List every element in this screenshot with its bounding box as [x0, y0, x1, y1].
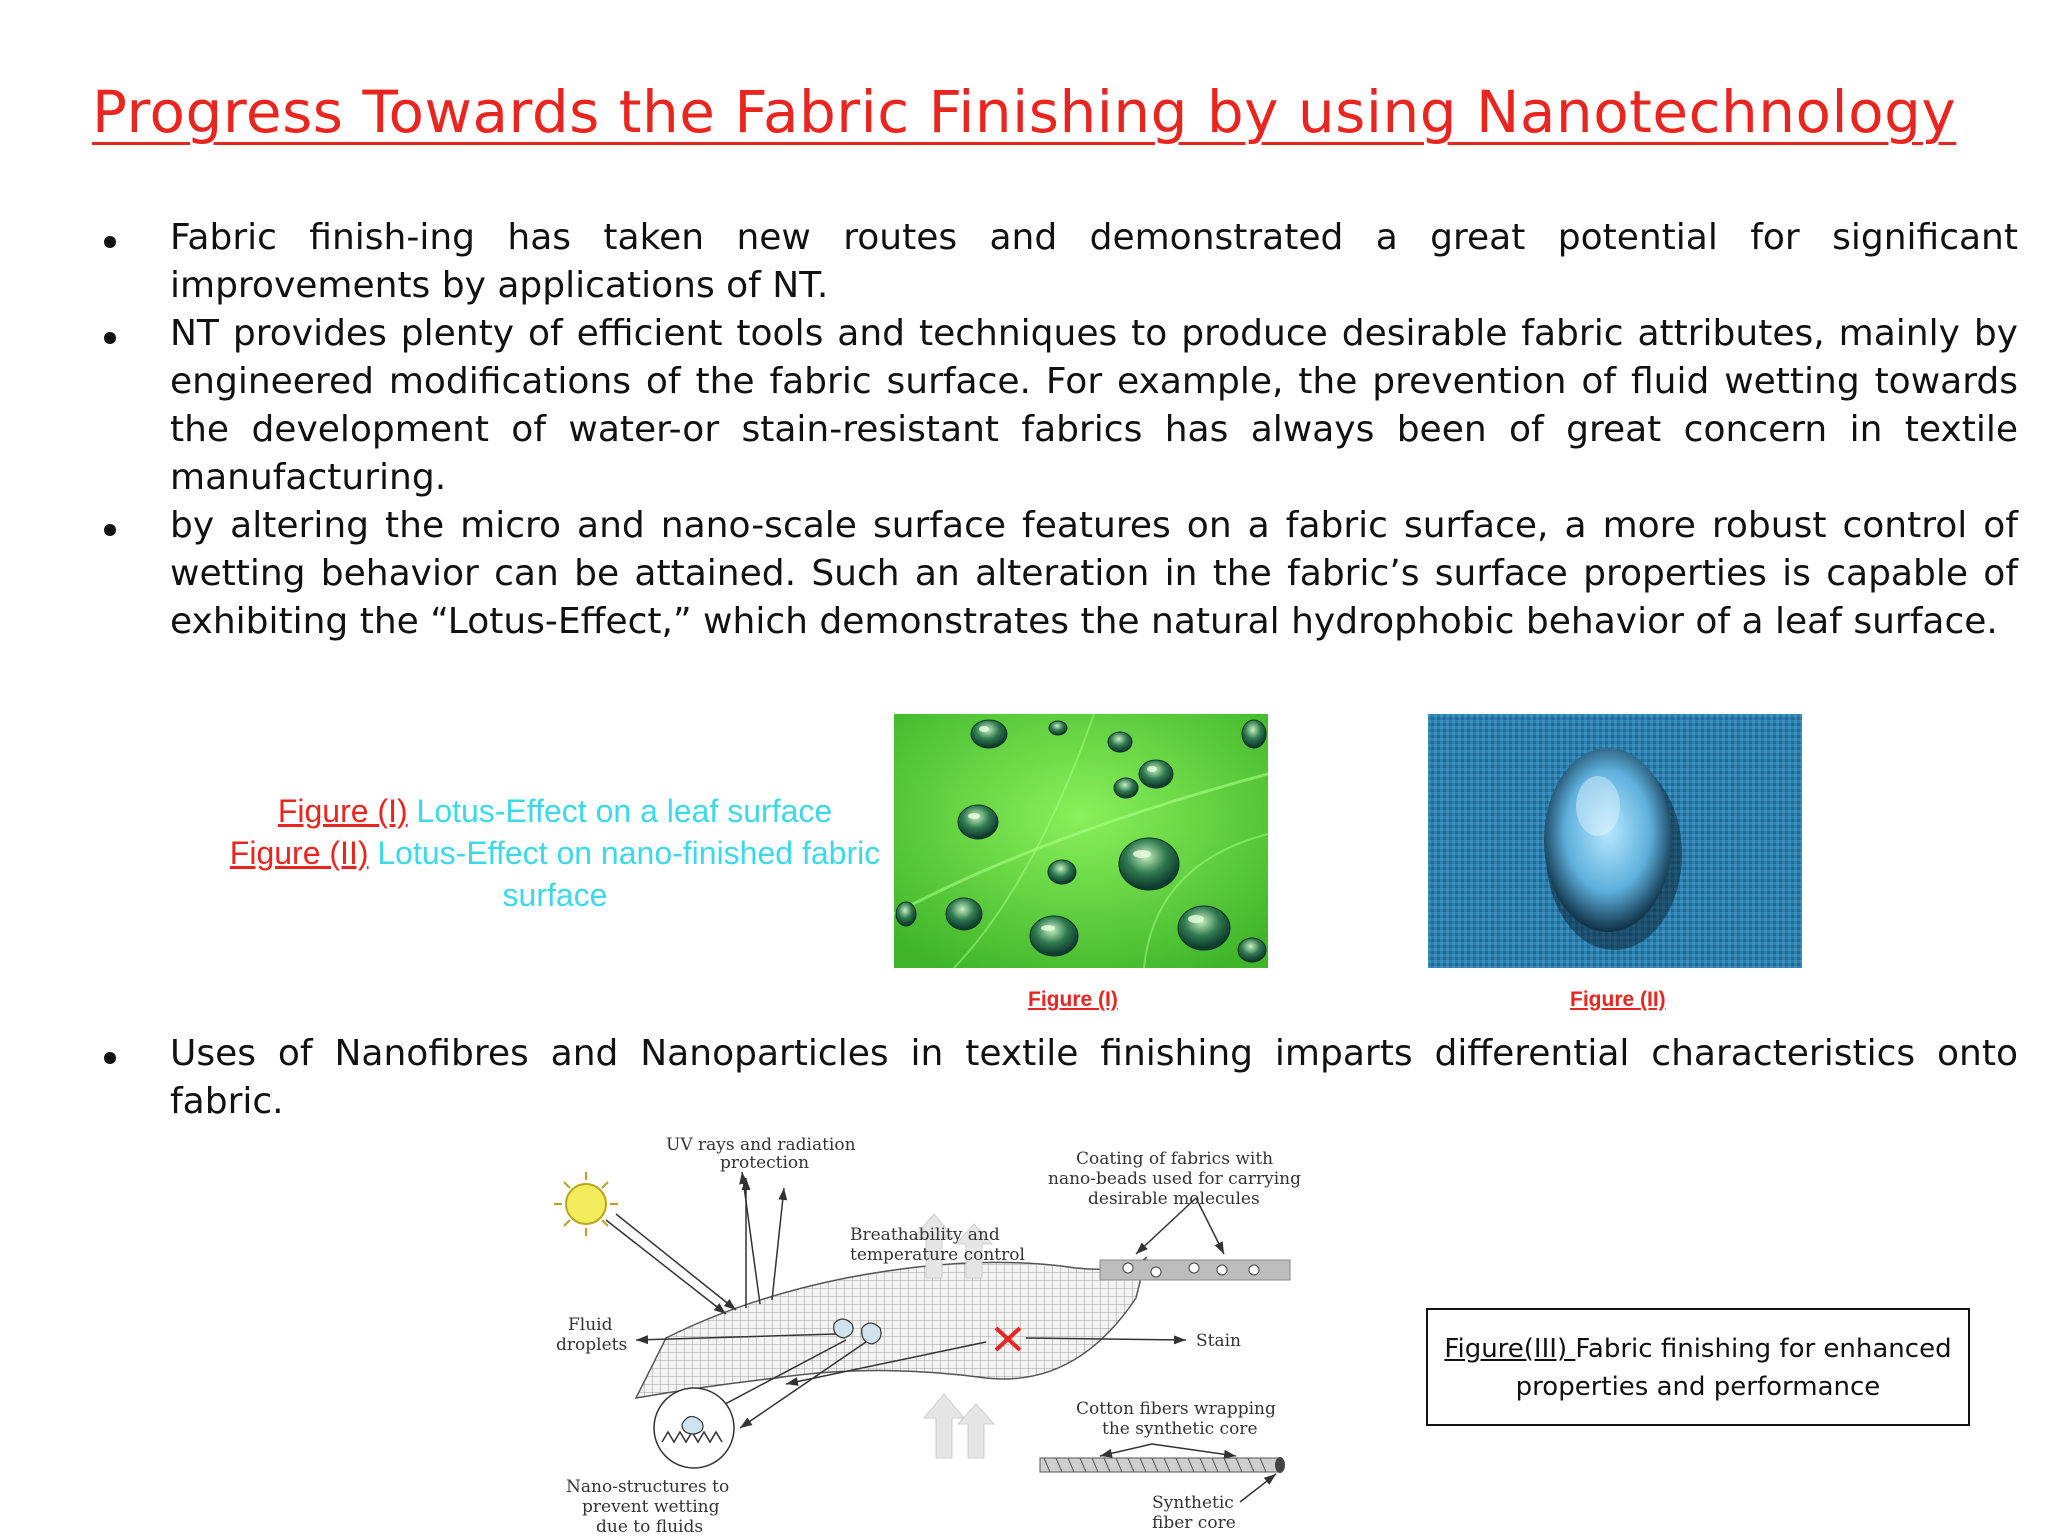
figure-3-link[interactable]: Figure(III) [1444, 1334, 1576, 1364]
figure-caption [180, 790, 930, 916]
fluid-label-2: droplets [556, 1335, 628, 1355]
bullet-dot-icon [104, 236, 116, 248]
uv-label: UV rays and radiation [666, 1135, 856, 1155]
nano-label: Nano-structures to [566, 1477, 730, 1497]
synthetic-fiber-icon [1040, 1457, 1285, 1473]
bullet-list-secondary [98, 1030, 2018, 1126]
bullet-dot-icon [104, 332, 116, 344]
figure-1-caption-text: Lotus-Effect on a leaf surface [407, 793, 833, 829]
stain-label: Stain [1196, 1331, 1241, 1351]
cotton-label: Cotton fibers wrapping [1076, 1399, 1276, 1419]
nano-label-2: prevent wetting [582, 1497, 720, 1517]
breathability-label: Breathability and [850, 1225, 1000, 1245]
figure-3-caption-box [1426, 1308, 1970, 1426]
figure-2-link[interactable]: Figure (II) [229, 835, 369, 871]
fluid-label: Fluid [568, 1315, 613, 1335]
figure-1-link[interactable]: Figure (I) [277, 793, 408, 829]
figure-2-label[interactable]: Figure (II) [1570, 988, 1666, 1011]
breathability-label-2: temperature control [850, 1245, 1025, 1265]
bullet-item: NT provides plenty of efficient tools and techniques to produce desirable fabric attributes, mainly by engineered modifications of the fabric surface. For example, the prevention of fluid wetting towards the development of water-or stain-resistant fabrics has always been of great concern in textile manufacturing. [98, 310, 2018, 502]
nano-structure-icon [654, 1388, 734, 1468]
synthetic-label: Synthetic [1152, 1493, 1234, 1513]
bullet-list [98, 214, 2018, 646]
bullet-item: Fabric finish-ing has taken new routes and demonstrated a great potential for significant improvements by applications of NT. [98, 214, 2018, 310]
coating-label-3: desirable molecules [1088, 1189, 1260, 1209]
bullet-dot-icon [104, 524, 116, 536]
synthetic-label-2: fiber core [1152, 1513, 1236, 1533]
page-title: Progress Towards the Fabric Finishing by using Nanotechnology [92, 78, 1957, 146]
uv-label-2: protection [720, 1153, 810, 1173]
fabric-finishing-diagram [516, 1128, 1346, 1536]
figure-3-caption-text: Fabric finishing for enhanced properties and performance [1515, 1334, 1952, 1402]
coating-label-2: nano-beads used for carrying [1048, 1169, 1301, 1189]
bullet-dot-icon [104, 1052, 116, 1064]
lotus-leaf-droplets-photo [894, 714, 1268, 968]
figure-1-label[interactable]: Figure (I) [1028, 988, 1118, 1011]
nano-label-3: due to fluids [596, 1517, 704, 1536]
fabric-sheet [636, 1258, 1146, 1398]
bullet-item: by altering the micro and nano-scale surface features on a fabric surface, a more robust control of wetting behavior can be attained. Such an alteration in the fabric’s surface properties is capable of exhibiting the “Lotus-Effect,” which demonstrates the natural hydrophobic behavior of a leaf surface. [98, 502, 2018, 646]
fabric-water-droplet-photo [1428, 714, 1802, 968]
nano-beads-strip-icon [1100, 1260, 1290, 1280]
bullet-item: Uses of Nanofibres and Nanoparticles in textile finishing imparts differential characteristics onto fabric. [98, 1030, 2018, 1126]
figure-2-caption-text: Lotus-Effect on nano-finished fabric surface [368, 835, 881, 913]
cotton-label-2: the synthetic core [1102, 1419, 1258, 1439]
sun-icon [554, 1172, 618, 1236]
coating-label: Coating of fabrics with [1076, 1149, 1274, 1169]
